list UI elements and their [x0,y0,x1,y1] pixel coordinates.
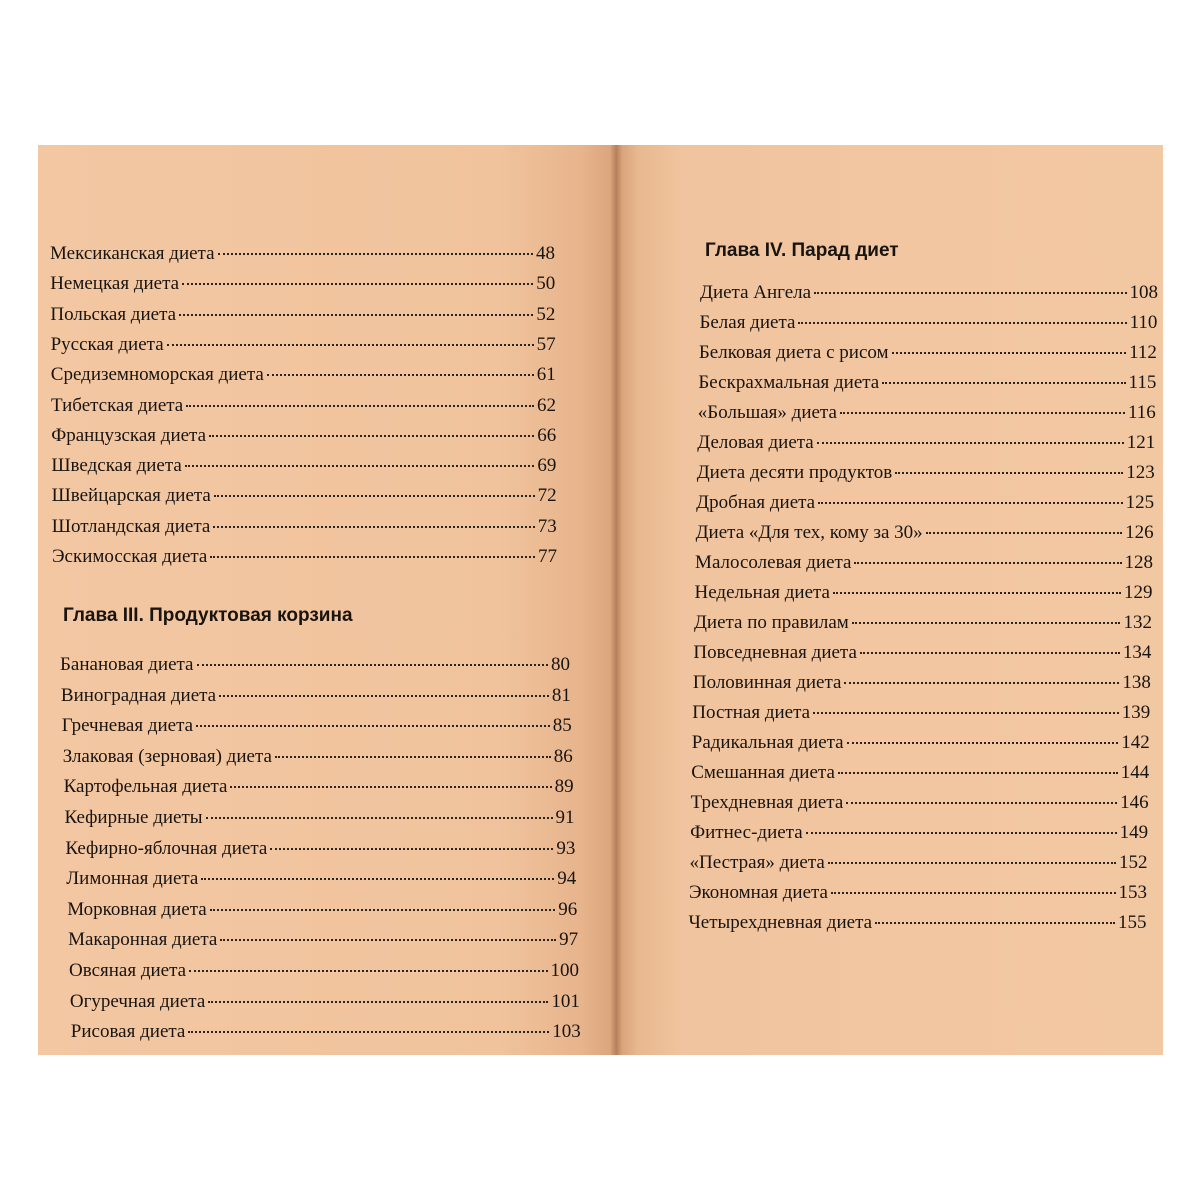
dot-leader [847,742,1119,744]
toc-entry-page: 139 [1121,702,1151,723]
dot-leader [208,1001,548,1003]
dot-leader [818,502,1123,504]
toc-entry-page: 101 [551,990,580,1012]
toc-entry-page: 66 [537,424,557,446]
toc-entry [698,371,1156,395]
toc-entry [51,333,556,357]
toc-entry [63,745,573,769]
toc-entry [690,851,1148,875]
toc-entry-page: 132 [1123,612,1152,633]
toc-entry-title: Шотландская диета [51,515,211,537]
toc-entry [51,363,556,387]
toc-entry-title: Бескрахмальная диета [698,372,880,393]
toc-entry-page: 144 [1120,762,1150,783]
toc-entry-title: Морковная диета [67,898,207,920]
toc-entry-page: 62 [537,394,556,416]
toc-entry-title: Картофельная диета [63,776,228,798]
toc-entry-title: Смешанная диета [691,762,835,783]
toc-entry-page: 61 [536,364,556,386]
left-page [38,145,616,1055]
toc-entry-page: 85 [552,715,572,737]
toc-entry-title: Шведская диета [51,455,182,477]
toc-entry [690,821,1148,845]
dot-leader [210,909,556,911]
toc-entry [69,959,579,983]
toc-entry-title: «Пестрая» диета [689,852,825,873]
dot-leader [206,817,553,819]
toc-entry [698,401,1156,425]
toc-entry [67,898,577,922]
toc-entry [696,521,1154,545]
toc-entry [62,714,572,738]
toc-entry [697,431,1155,455]
dot-leader [214,495,535,497]
toc-entry-title: Овсяная диета [69,960,187,981]
toc-entry-page: 134 [1122,642,1152,663]
dot-leader [844,682,1119,684]
toc-entry-page: 146 [1120,792,1149,813]
toc-entry [65,806,575,830]
toc-entry-title: Средиземноморская диета [50,364,264,386]
toc-entry-title: Малосолевая диета [695,552,852,573]
toc-entry-title: Трехдневная диета [690,792,844,813]
book-spread [38,145,1163,1055]
toc-entry-page: 77 [538,546,557,567]
toc-entry [695,581,1153,605]
toc-entry [688,911,1146,935]
toc-entry-page: 108 [1129,282,1158,303]
dot-leader [860,652,1120,654]
dot-leader [196,725,550,727]
toc-entry-page: 153 [1118,882,1147,903]
toc-entry-title: Диета десяти продуктов [696,462,893,483]
dot-leader [833,592,1121,594]
dot-leader [882,382,1125,384]
toc-entry [50,272,555,296]
toc-entry-title: Четырехдневная диета [688,912,873,933]
toc-entry-title: «Большая» диета [697,402,837,423]
toc-entry [699,341,1157,365]
toc-entry [50,303,555,327]
toc-entry-page: 96 [558,898,578,920]
toc-entry [60,653,570,677]
dot-leader [188,1031,549,1033]
toc-entry-title: Польская диета [50,303,177,325]
dot-leader [219,695,549,697]
toc-entry-title: Белковая диета с рисом [698,342,889,363]
dot-leader [840,412,1125,414]
toc-entry-page: 48 [536,243,555,264]
toc-entry-page: 97 [559,929,579,951]
dot-leader [186,405,534,407]
toc-entry [52,545,557,569]
dot-leader [926,532,1122,534]
dot-leader [270,848,553,850]
toc-entry-page: 142 [1121,732,1150,753]
dot-leader [267,374,534,376]
toc-entry-title: Диета «Для тех, кому за 30» [695,522,923,543]
toc-entry [70,990,580,1014]
dot-leader [814,292,1126,294]
dot-leader [197,664,549,666]
toc-entry-page: 155 [1117,912,1147,933]
toc-entry-title: Виноградная диета [60,684,217,706]
toc-entry [51,424,556,448]
toc-entry [699,311,1157,335]
toc-entry [694,611,1152,635]
toc-entry-title: Постная диета [692,702,811,723]
toc-entry [65,837,575,861]
toc-entry-title: Рисовая диета [70,1021,186,1043]
dot-leader [875,922,1115,924]
toc-entry-page: 149 [1119,822,1149,843]
dot-leader [179,314,533,316]
dot-leader [854,562,1121,564]
toc-entry-page: 91 [555,807,575,828]
toc-entry [61,684,571,708]
dot-leader [852,622,1121,624]
dot-leader [828,862,1116,864]
toc-entry-page: 121 [1126,432,1156,453]
toc-entry-title: Эскимосская диета [52,546,208,567]
toc-entry-page: 93 [556,837,576,859]
toc-entry-page: 80 [551,654,570,675]
toc-entry [697,461,1155,485]
toc-entry [693,671,1151,695]
dot-leader [210,556,535,558]
dot-leader [813,712,1119,714]
toc-entry [692,731,1150,755]
toc-entry-page: 116 [1128,402,1156,423]
dot-leader [798,322,1126,324]
toc-entry-title: Банановая диета [60,654,194,675]
toc-entry-title: Тибетская диета [51,394,184,416]
toc-entry-title: Лимонная диета [66,868,199,890]
toc-entry-page: 94 [557,868,577,890]
dot-leader [230,786,551,788]
dot-leader [185,465,535,467]
toc-entry-page: 138 [1122,672,1151,693]
chapter-heading-iii: Глава III. Продуктовая корзина [63,605,353,626]
toc-entry-title: Кефирные диеты [64,807,203,828]
toc-entry-title: Русская диета [50,333,164,355]
toc-entry-page: 110 [1129,312,1158,333]
dot-leader [201,878,554,880]
dot-leader [846,802,1117,804]
toc-entry-page: 81 [551,684,571,706]
toc-entry-title: Гречневая диета [61,715,194,737]
toc-entry [691,791,1149,815]
toc-entry-title: Радикальная диета [691,732,844,753]
dot-leader [838,772,1118,774]
toc-entry-title: Немецкая диета [50,273,180,295]
toc-entry-title: Диета по правилам [693,612,849,633]
toc-entry-page: 69 [537,455,557,477]
toc-entry-page: 129 [1124,582,1153,603]
dot-leader [817,442,1124,444]
toc-entry [52,515,557,539]
dot-leader [895,472,1123,474]
dot-leader [806,832,1117,834]
toc-entry-title: Огуречная диета [69,990,206,1012]
toc-entry-title: Половинная диета [692,672,842,693]
right-page [616,145,1163,1055]
toc-entry [700,281,1158,305]
toc-entry-title: Недельная диета [694,582,830,603]
toc-entry-page: 152 [1119,852,1148,873]
toc-entry-page: 115 [1128,372,1157,393]
toc-entry-page: 125 [1125,492,1155,513]
toc-entry-page: 50 [536,273,556,295]
toc-entry-page: 72 [537,485,557,507]
dot-leader [892,352,1127,354]
toc-entry [692,701,1150,725]
toc-entry [51,394,556,418]
toc-entry-title: Повседневная диета [693,642,857,663]
toc-entry-title: Швейцарская диета [51,485,211,507]
toc-entry [68,928,578,952]
toc-entry-page: 103 [552,1021,581,1043]
toc-entry [64,775,574,799]
toc-entry-page: 57 [536,333,556,355]
toc-entry-title: Макаронная диета [68,929,218,951]
dot-leader [182,283,533,285]
dot-leader [213,526,534,528]
toc-entry-title: Экономная диета [689,882,828,903]
toc-entry-page: 86 [553,745,573,767]
toc-entry-title: Мексиканская диета [50,243,215,264]
toc-entry-page: 52 [536,303,556,325]
toc-entry [71,1020,581,1044]
toc-entry [696,491,1154,515]
dot-leader [831,892,1116,894]
toc-entry-page: 89 [554,776,574,798]
toc-entry-title: Кефирно-яблочная диета [65,837,268,859]
toc-entry-title: Белая диета [699,312,796,333]
toc-entry-title: Дробная диета [696,492,816,513]
chapter-heading-iv: Глава IV. Парад диет [705,240,899,261]
toc-entry-page: 112 [1129,342,1157,363]
toc-entry-title: Французская диета [51,424,207,446]
toc-entry [689,881,1147,905]
toc-entry-title: Фитнес-диета [690,822,803,843]
toc-entry [50,242,555,266]
book-gutter [610,145,622,1055]
dot-leader [167,344,534,346]
dot-leader [218,253,533,255]
toc-entry [695,551,1153,575]
toc-entry [691,761,1149,785]
toc-entry-page: 123 [1126,462,1155,483]
toc-entry-title: Диета Ангела [700,282,812,303]
toc-entry [693,641,1151,665]
toc-entry-page: 73 [537,515,557,537]
dot-leader [220,939,556,941]
toc-entry [51,454,556,478]
toc-entry-page: 100 [550,960,579,981]
toc-entry-title: Деловая диета [697,432,814,453]
toc-entry-page: 126 [1125,522,1154,543]
dot-leader [189,970,547,972]
toc-entry [52,484,557,508]
toc-entry [66,867,576,891]
dot-leader [275,756,551,758]
toc-entry-page: 128 [1124,552,1154,573]
dot-leader [209,435,534,437]
toc-entry-title: Злаковая (зерновая) диета [62,745,272,767]
